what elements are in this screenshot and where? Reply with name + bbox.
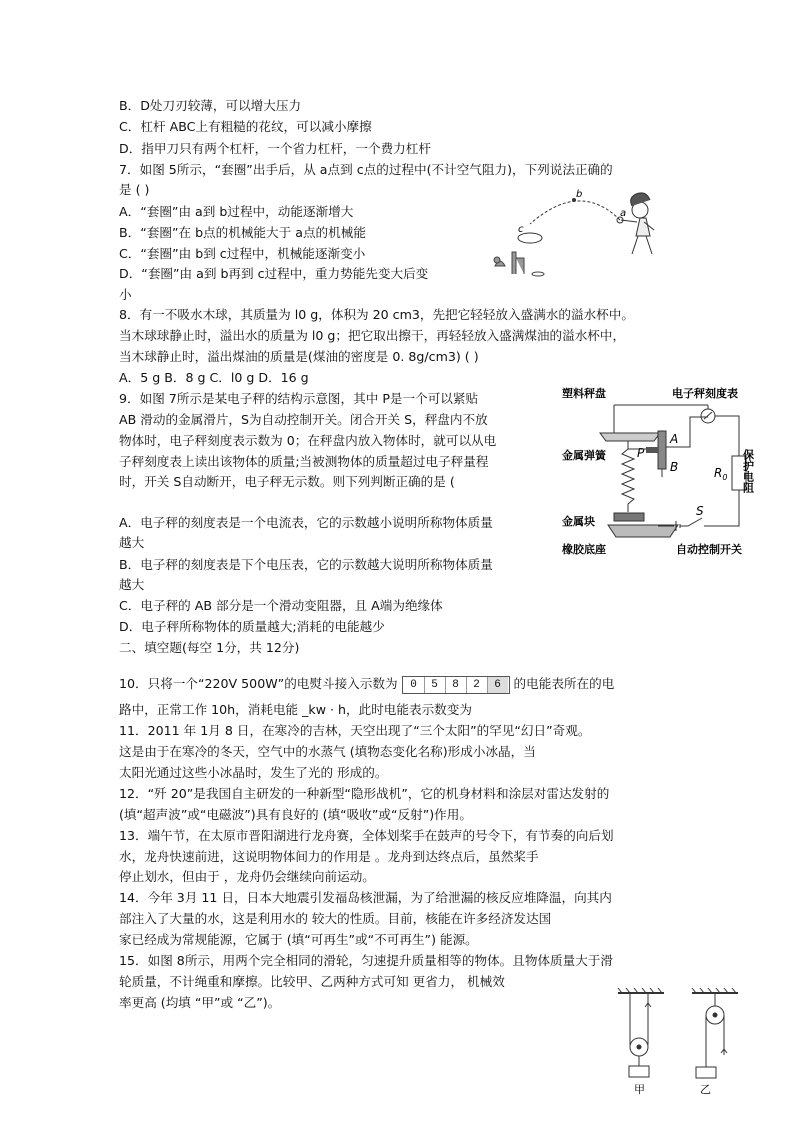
- text-line: 水，龙舟快速前进，这说明物体间力的作用是 。龙舟到达终点后，虽然桨手: [119, 849, 539, 864]
- animal-toys: [494, 252, 544, 276]
- label-pan: 塑料秤盘: [562, 387, 606, 400]
- text-line: AB 滑动的金属滑片，S为自动控制开关。闭合开关 S，秤盘内不放: [119, 412, 488, 427]
- text-line: 停止划水，但由于 ，龙舟仍会继续向前运动。: [119, 869, 375, 884]
- label-spring: 金属弹簧: [562, 449, 606, 462]
- text-line: C．杠杆 ABC上有粗糙的花纹，可以减小摩擦: [119, 119, 372, 134]
- meter-digit: 8: [446, 677, 467, 693]
- label-switch: 自动控制开关: [676, 543, 742, 556]
- label-A: A: [670, 432, 679, 446]
- question-8-stem: 8．有一不吸水木球，其质量为 l0 g，体积为 20 cm3，先把它轻轻放入盛满水的溢水杯中。: [119, 307, 634, 322]
- text-fragment: 的电能表所在的电: [513, 676, 615, 691]
- label-jia: 甲: [634, 1083, 645, 1095]
- label-P: P: [637, 446, 645, 460]
- pulley-yi: [692, 988, 738, 1078]
- meter-digit: 6: [488, 677, 508, 693]
- label-protect-resistor: 保护电阻: [741, 449, 755, 493]
- text-fragment: 10．只将一个“220V 500W”的电熨斗接入示数为: [119, 676, 398, 691]
- text-line: 时，开关 S自动断开，电子秤无示数。则下列判断正确的是 (: [119, 474, 455, 489]
- option-a: A．电子秤的刻度表是一个电流表，它的示数越小说明所称物体质量: [119, 515, 493, 530]
- question-15-stem: 15．如图 8所示，用两个完全相同的滑轮，匀速提升质量相等的物体。且物体质量大于滑: [119, 953, 614, 968]
- option-c: C．电子秤的 AB 部分是一个滑动变阻器，且 A端为绝缘体: [119, 598, 443, 613]
- label-base: 橡胶底座: [562, 543, 606, 556]
- slider-rheostat: [658, 431, 666, 469]
- question-12-stem: 12．“歼 20”是我国自主研发的一种新型“隐形战机”，它的机身材料和涂层对雷达发射的: [119, 786, 610, 801]
- energy-meter-reading: [402, 676, 510, 694]
- meter-digit: 0: [404, 677, 425, 693]
- text-line: 越大: [119, 535, 145, 550]
- text-line: 率更高 (均填 “甲”或 “乙”)。: [119, 995, 281, 1010]
- question-7-stem: 7．如图 5所示，“套圈”出手后，从 a点到 c点的过程中(不计空气阻力)，下列说法正确的: [119, 162, 613, 177]
- text-line: 物体时，电子秤刻度表示数为 0；在秤盘内放入物体时，就可以从电: [119, 433, 497, 448]
- label-meter: 电子秤刻度表: [672, 387, 738, 400]
- text-line: 小: [119, 287, 132, 302]
- text-line: 越大: [119, 577, 145, 592]
- label-B: B: [670, 460, 679, 474]
- question-14-stem: 14．今年 3月 11 日，日本大地震引发福岛核泄漏，为了给泄漏的核反应堆降温，向其内: [119, 890, 612, 905]
- trajectory-curve: [530, 201, 620, 224]
- text-line: 当木球球静止时，溢出水的质量为 l0 g；把它取出擦干，再轻轻放入盛满煤油的溢水杯中，: [119, 328, 626, 343]
- option-b: B．“套圈”在 b点的机械能大于 a点的机械能: [119, 225, 366, 240]
- meter-digit: 2: [467, 677, 488, 693]
- slider-contact: [646, 447, 658, 453]
- section-heading: 二、填空题(每空 1分，共 12分): [119, 640, 300, 655]
- option-c: C．“套圈”由 b到 c过程中，机械能逐渐变小: [119, 246, 366, 261]
- text-line: 轮质量，不计绳重和摩擦。比较甲、乙两种方式可知 更省力， 机械效: [119, 974, 505, 989]
- label-r0: [714, 466, 727, 482]
- text-line: 是 ( ): [119, 182, 150, 197]
- meter-digit: 5: [425, 677, 446, 693]
- metal-block: [614, 513, 644, 521]
- label-yi: 乙: [700, 1083, 711, 1095]
- text-line: 家已经成为常规能源，它属于 (填“可再生”或“不可再生”) 能源。: [119, 932, 478, 947]
- figure-8-pulleys: [612, 985, 762, 1095]
- girl-figure: [621, 193, 654, 254]
- label-r0-main: R: [714, 466, 723, 480]
- label-c: c: [518, 224, 524, 235]
- rubber-base: [608, 525, 678, 537]
- option-a: A．“套圈”由 a到 b过程中，动能逐渐增大: [119, 204, 354, 219]
- figure-5-ring-toss: [480, 188, 670, 288]
- option-b: B．电子秤的刻度表是下个电压表，它的示数越大说明所称物体质量: [119, 557, 493, 572]
- question-9-stem: 9．如图 7所示是某电子秤的结构示意图，其中 P是一个可以紧贴: [119, 391, 479, 406]
- label-block: 金属块: [562, 515, 595, 528]
- pan-shape: [600, 433, 660, 441]
- label-S: S: [696, 504, 704, 518]
- text-line: 当木球静止时，溢出煤油的质量是(煤油的密度是 0. 8g/cm3) ( ): [119, 349, 479, 364]
- text-line: 子秤刻度表上读出该物体的质量;当被测物体的质量超过电子秤量程: [119, 454, 489, 469]
- text-line: D．指甲刀只有两个杠杆，一个省力杠杆，一个费力杠杆: [119, 141, 431, 156]
- label-a: a: [620, 208, 627, 219]
- pulley-jia: [618, 988, 664, 1077]
- figure-7-electronic-scale: [548, 383, 776, 563]
- text-line: 路中，正常工作 10h，消耗电能 _kw · h，此时电能表示数变为: [119, 702, 472, 717]
- text-line: (填“超声波”或“电磁波”)具有良好的 (填“吸收”或“反射”)作用。: [119, 807, 472, 822]
- option-d: D．“套圈”由 a到 b再到 c过程中，重力势能先变大后变: [119, 266, 429, 281]
- text-line: 太阳光通过这些小冰晶时，发生了光的 形成的。: [119, 765, 388, 780]
- label-b: b: [576, 189, 583, 200]
- question-11-stem: 11．2011 年 1月 8 日，在寒冷的吉林，天空出现了“三个太阳”的罕见“幻日”奇观。: [119, 723, 591, 738]
- question-10-stem: [119, 674, 614, 694]
- question-13-stem: 13．端午节，在太原市晋阳湖进行龙舟赛，全体划桨手在鼓声的号令下，有节奏的向后划: [119, 828, 614, 843]
- spring-shape: [622, 449, 634, 512]
- text-line: 这是由于在寒冷的冬天，空气中的水蒸气 (填物态变化名称)形成小冰晶，当: [119, 744, 536, 759]
- option-d: D．电子秤所称物体的质量越大;消耗的电能越少: [119, 619, 385, 634]
- label-r0-sub: 0: [722, 473, 728, 482]
- question-8-options: A．5 g B．8 g C．l0 g D．16 g: [119, 370, 309, 385]
- text-line: 部注入了大量的水，这是利用水的 较大的性质。目前，核能在许多经济发达国: [119, 911, 552, 926]
- text-line: B．D处刀刃较薄，可以增大压力: [119, 98, 302, 113]
